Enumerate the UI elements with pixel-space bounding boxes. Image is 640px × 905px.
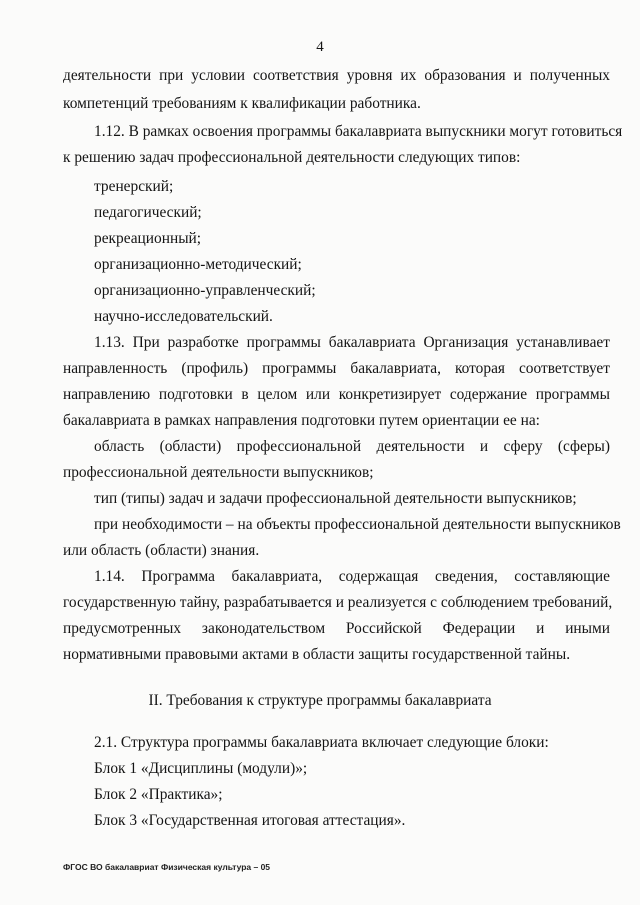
text-line: направленность (профиль) программы бакалавриата, которая соответствует	[63, 360, 610, 377]
list-item: при необходимости – на объекты профессиональной деятельности выпускников	[94, 516, 621, 533]
text-line: или область (области) знания.	[63, 542, 260, 559]
text-line: 2.1. Структура программы бакалавриата включает следующие блоки:	[94, 734, 549, 751]
text-line: нормативными правовыми актами в области защиты государственной тайны.	[63, 646, 571, 663]
text-line: профессиональной деятельности выпускников;	[63, 464, 374, 481]
list-item: область (области) профессиональной деятельности и сферу (сферы)	[94, 438, 610, 455]
list-item: Блок 3 «Государственная итоговая аттестация».	[94, 812, 406, 829]
text-line: компетенций требованиям к квалификации работника.	[63, 95, 421, 112]
list-item: тренерский;	[94, 178, 174, 195]
text-line: 1.12. В рамках освоения программы бакалавриата выпускники могут готовиться	[94, 123, 623, 140]
list-item: организационно-управленческий;	[94, 282, 316, 299]
list-item: тип (типы) задач и задачи профессиональной деятельности выпускников;	[94, 490, 577, 507]
list-item: рекреационный;	[94, 230, 202, 247]
page-number: 4	[316, 39, 324, 55]
text-line: предусмотренных законодательством Российской Федерации и иными	[63, 620, 610, 637]
text-line: деятельности при условии соответствия уровня их образования и полученных	[63, 67, 610, 84]
text-line: направлению подготовки в целом или конкретизирует содержание программы	[63, 386, 610, 403]
list-item: организационно-методический;	[94, 256, 302, 273]
text-line: 1.13. При разработке программы бакалавриата Организация устанавливает	[94, 334, 610, 351]
text-line: 1.14. Программа бакалавриата, содержащая сведения, составляющие	[94, 568, 610, 585]
page-footer: ФГОС ВО бакалавриат Физическая культура – 05	[63, 862, 271, 872]
list-item: научно-исследовательский.	[94, 308, 273, 325]
list-item: педагогический;	[94, 204, 202, 221]
list-item: Блок 2 «Практика»;	[94, 786, 223, 803]
text-line: государственную тайну, разрабатывается и реализуется с соблюдением требований,	[63, 594, 613, 611]
text-line: бакалавриата в рамках направления подготовки путем ориентации ее на:	[63, 412, 540, 429]
section-heading: II. Требования к структуре программы бакалавриата	[148, 692, 492, 709]
text-line: к решению задач профессиональной деятельности следующих типов:	[63, 149, 521, 166]
list-item: Блок 1 «Дисциплины (модули)»;	[94, 760, 308, 777]
